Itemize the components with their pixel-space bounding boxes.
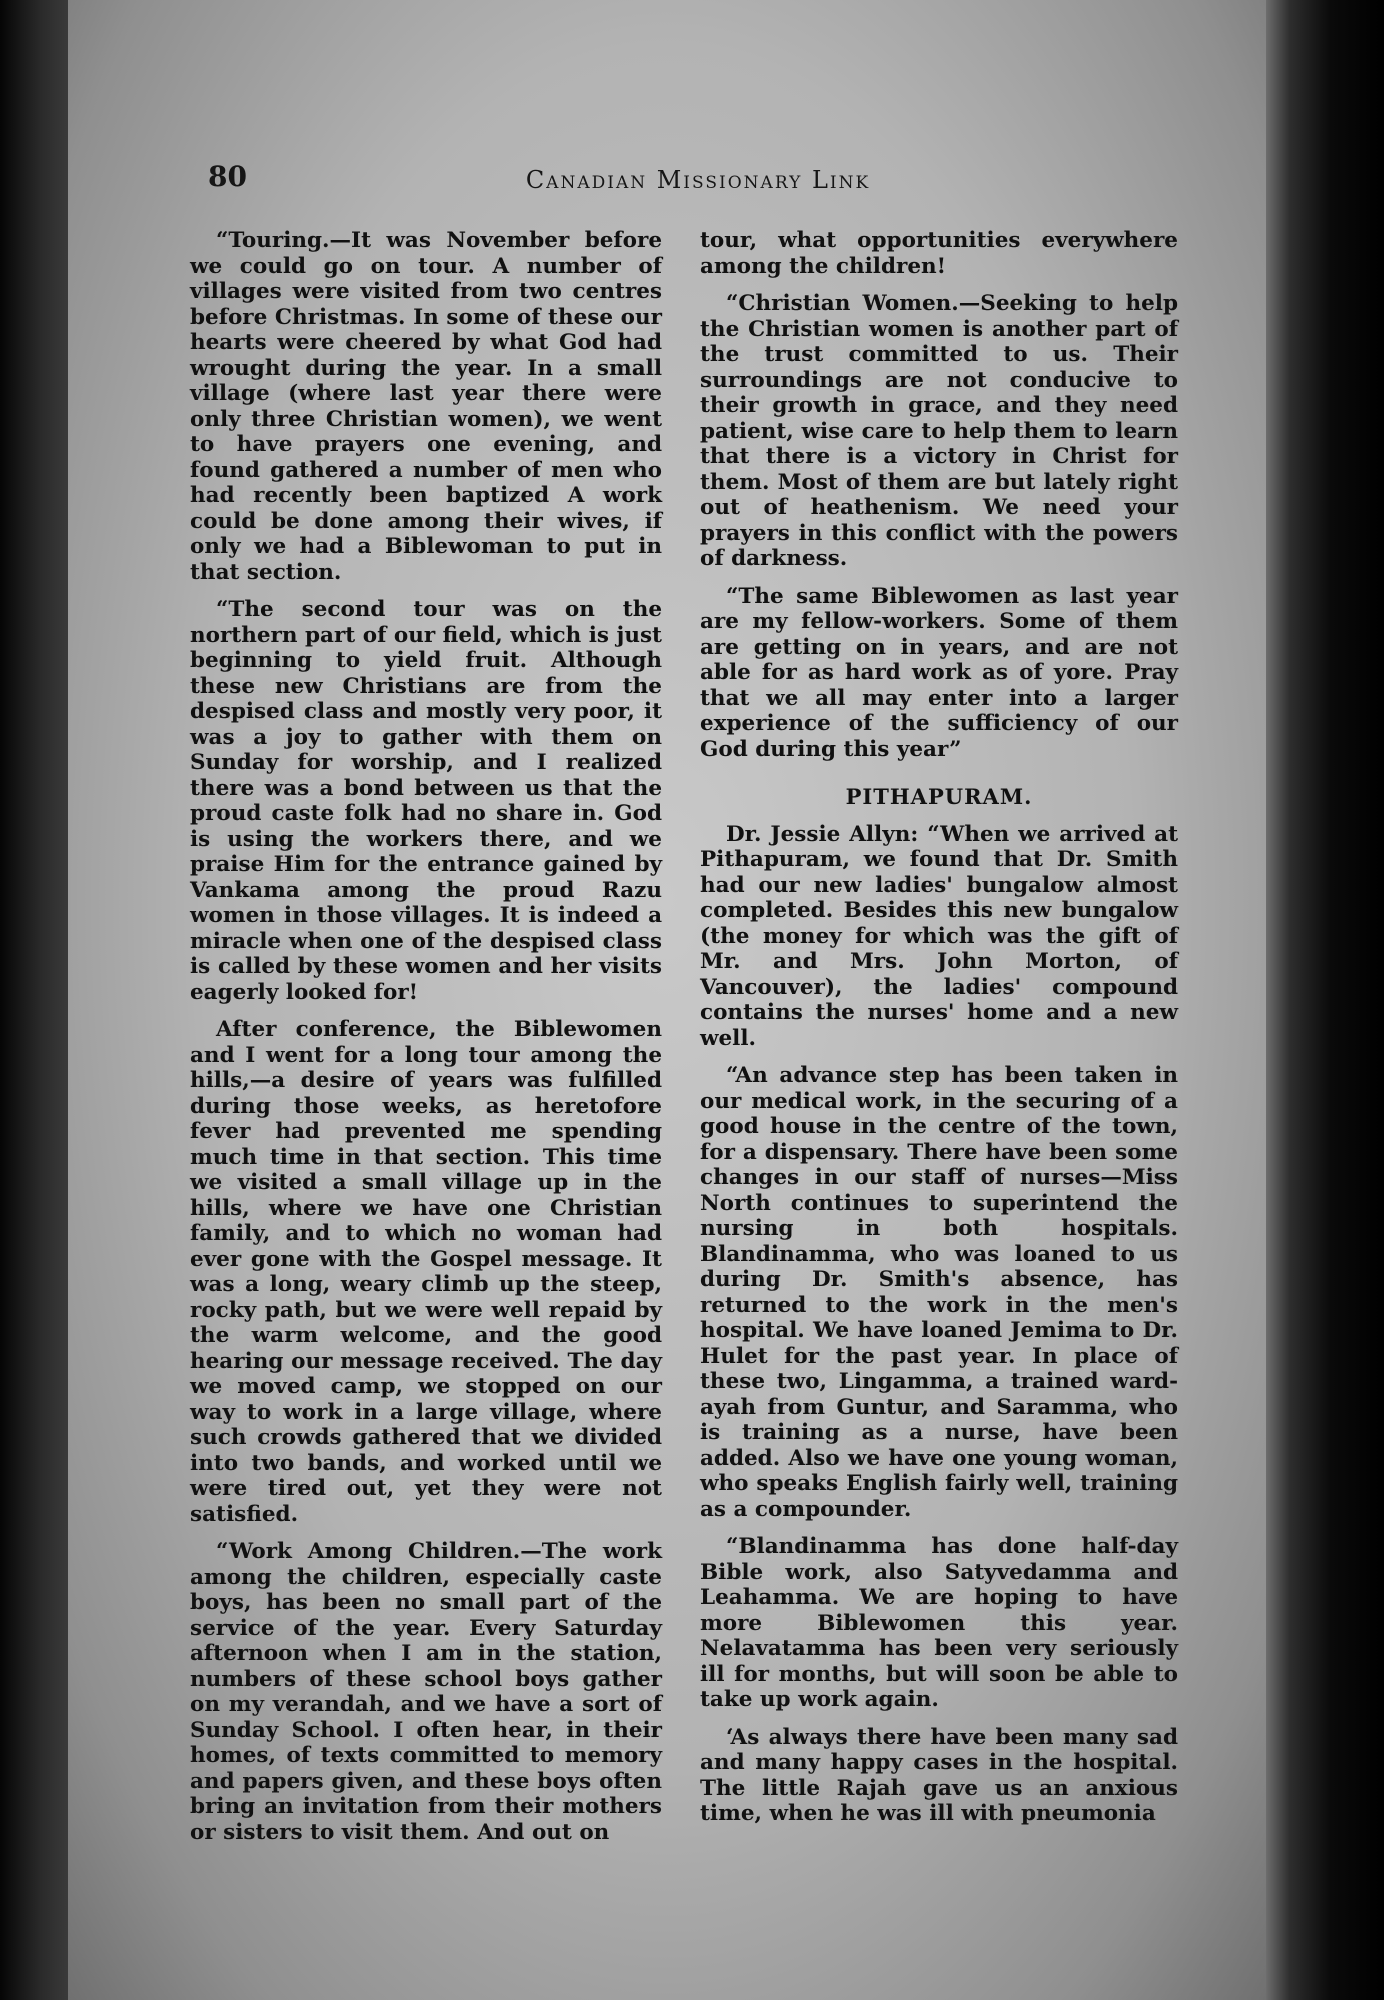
right-column-before-heading <box>700 228 1178 762</box>
paragraph <box>190 597 662 1005</box>
paragraph <box>190 1539 662 1845</box>
paragraph-text: After conference, the Biblewomen and I went for a long tour among the hills,—a desire of years was fulfilled during those weeks, as heretofore fever had prevented me spending much time in that section. This time we visited a small village up in the hills, where we have one Christian family, and to which no woman had ever gone with the Gospel message. It was a long, weary climb up the steep, rocky path, but we were well repaid by the warm welcome, and the good hearing our message received. The day we moved camp, we stopped on our way to work in a large village, where such crowds gathered that we divided into two bands, and worked until we were tired out, yet they were not satisfied. <box>190 1017 662 1527</box>
paragraph <box>700 228 1178 279</box>
paragraph-text: “When we arrived at Pithapuram, we found that Dr. Smith had our new ladies' bungalow almost completed. Besides this new bungalow (the money for which was the gift of Mr. and Mrs. John Morton, of Vancouver), the ladies' compound contains the nurses' home and a new well. <box>700 821 1178 1051</box>
paragraph <box>190 228 662 585</box>
paragraph <box>190 1017 662 1527</box>
paragraph-text: “An advance step has been taken in our medical work, in the securing of a good house in the centre of the town, for a dispensary. There have been some changes in our staff of nurses—Miss North continues to superintend the nursing in both hospitals. Blandinamma, who was loaned to us during Dr. Smith's absence, has returned to the work in the men's hospital. We have loaned Jemima to Dr. Hulet for the past year. In place of these two, Lingamma, a trained ward-ayah from Guntur, and Saramma, who is training as a nurse, have been added. Also we have one young woman, who speaks English fairly well, training as a compounder. <box>700 1063 1178 1522</box>
paragraph-text: —It was November before we could go on tour. A number of villages were visited from two centres before Christmas. In some of these our hearts were cheered by what God had wrought during the year. In a small village (where last year there were only three Christian women), we went to have prayers one evening, and found gathered a number of men who had recently been baptized A work could be done among their wives, if only we had a Biblewoman to put in that section. <box>190 228 662 585</box>
binding-edge-right <box>1266 0 1384 2000</box>
paragraph <box>700 1063 1178 1522</box>
paragraph <box>700 822 1178 1052</box>
journal-title: Canadian Missionary Link <box>525 166 871 194</box>
paragraph-text: tour, what opportunities everywhere among the children! <box>700 228 1178 279</box>
right-column <box>700 228 1178 1839</box>
paragraph <box>700 584 1178 763</box>
left-column <box>190 228 662 1857</box>
paragraph <box>700 1534 1178 1713</box>
paragraph-lead: Dr. Jessie Allyn: <box>726 821 919 847</box>
paragraph-lead: “Work Among Children. <box>216 1539 521 1564</box>
paragraph-lead: “Christian Women. <box>726 291 959 316</box>
paragraph-text: “The same Biblewomen as last year are my fellow-workers. Some of them are getting on in years, and are not able for as hard work as of yore. Pray that we all may enter into a larger experience of the sufficiency of our God during this year” <box>700 583 1178 762</box>
paragraph-text: —The work among the children, especially caste boys, has been no small part of the service of the year. Every Saturday afternoon when I am in the station, numbers of these school boys gather on my verandah, and we have a sort of Sunday School. I often hear, in their homes, of texts committed to memory and papers given, and these boys often bring an invitation from their mothers or sisters to visit them. And out on <box>190 1539 663 1845</box>
page-sheet <box>68 0 1266 2000</box>
paragraph-text: —Seeking to help the Christian women is another part of the trust committed to us. Their surroundings are not conducive to their growth in grace, and they need patient, wise care to help them to learn that there is a victory in Christ for them. Most of them are but lately right out of heathenism. We need your prayers in this conflict with the powers of darkness. <box>700 291 1178 571</box>
binding-edge-left <box>0 0 68 2000</box>
paragraph-text: “The second tour was on the northern part of our field, which is just beginning to yield fruit. Although these new Christians are from the despised class and mostly very poor, it was a joy to gather with them on Sunday for worship, and I realized there was a bond between us that the proud caste folk had no share in. God is using the workers there, and we praise Him for the entrance gained by Vankama among the proud Razu women in those villages. It is indeed a miracle when one of the despised class is called by these women and her visits eagerly looked for! <box>190 597 662 1005</box>
right-column-after-heading <box>700 822 1178 1827</box>
page-header <box>208 160 1188 200</box>
paragraph-text: “Blandinamma has done half-day Bible work, also Satyvedamma and Leahamma. We are hoping to have more Biblewomen this year. Nelavatamma has been very seriously ill for months, but will soon be able to take up work again. <box>700 1534 1178 1712</box>
paragraph <box>700 291 1178 572</box>
paragraph <box>700 1725 1178 1827</box>
page-number: 80 <box>208 160 247 193</box>
paragraph-lead: “Touring. <box>216 228 330 253</box>
section-heading-pithapuram: PITHAPURAM. <box>845 784 1033 809</box>
paragraph-text: ‘As always there have been many sad and many happy cases in the hospital. The little Rajah gave us an anxious time, when he was ill with pneumonia <box>700 1724 1178 1826</box>
